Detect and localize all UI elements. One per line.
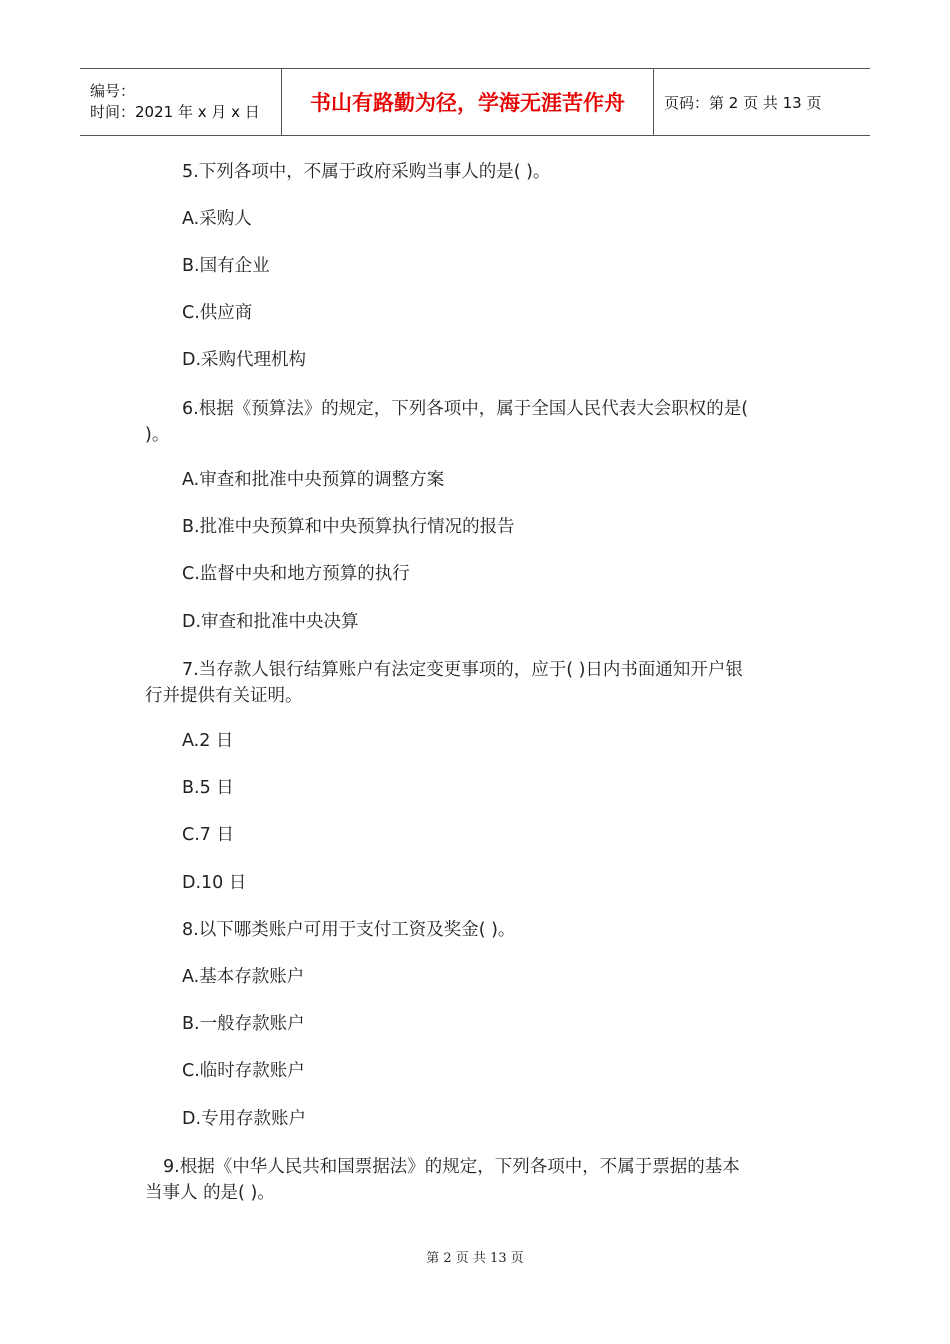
page-footer: 第 2 页 共 13 页 [426,1251,524,1266]
question-6-stem: 6.根据《预算法》的规定，下列各项中，属于全国人民代表大会职权的是( [182,399,749,419]
question-7-option-c: C.7 日 [182,825,234,845]
question-7-stem: 7.当存款人银行结算账户有法定变更事项的，应于( )日内书面通知开户银 [182,660,743,680]
question-8-option-c: C.临时存款账户 [182,1061,305,1081]
question-6-option-b: B.批准中央预算和中央预算执行情况的报告 [182,517,515,537]
question-8-option-d: D.专用存款账户 [182,1109,307,1129]
document-time-label: 时间：2021 年 x 月 x 日 [90,103,260,121]
question-7-option-a: A.2 日 [182,731,234,751]
question-9-stem: 9.根据《中华人民共和国票据法》的规定，下列各项中，不属于票据的基本 [163,1157,740,1177]
question-8-option-a: A.基本存款账户 [182,967,305,987]
question-6-option-d: D.审查和批准中央决算 [182,612,359,632]
document-number-label: 编号： [90,82,136,100]
question-6-option-a: A.审查和批准中央预算的调整方案 [182,470,445,490]
question-5-stem: 5.下列各项中，不属于政府采购当事人的是( )。 [182,162,551,182]
question-5-option-a: A.采购人 [182,209,252,229]
question-5-option-d: D.采购代理机构 [182,350,307,370]
question-9-stem-continued: 当事人 的是( )。 [145,1183,275,1203]
question-6-stem-continued: )。 [145,425,170,445]
question-7-option-d: D.10 日 [182,873,247,893]
header-page-label: 页码：第 2 页 共 13 页 [664,93,822,112]
header-motto: 书山有路勤为径，学海无涯苦作舟 [281,69,654,135]
question-5-option-b: B.国有企业 [182,256,270,276]
question-8-option-b: B.一般存款账户 [182,1014,305,1034]
question-7-stem-continued: 行并提供有关证明。 [145,686,303,706]
question-5-option-c: C.供应商 [182,303,253,323]
question-7-option-b: B.5 日 [182,778,234,798]
question-6-option-c: C.监督中央和地方预算的执行 [182,564,410,584]
question-8-stem: 8.以下哪类账户可用于支付工资及奖金( )。 [182,920,516,940]
header-left-cell [80,69,281,135]
page-header [80,68,870,136]
